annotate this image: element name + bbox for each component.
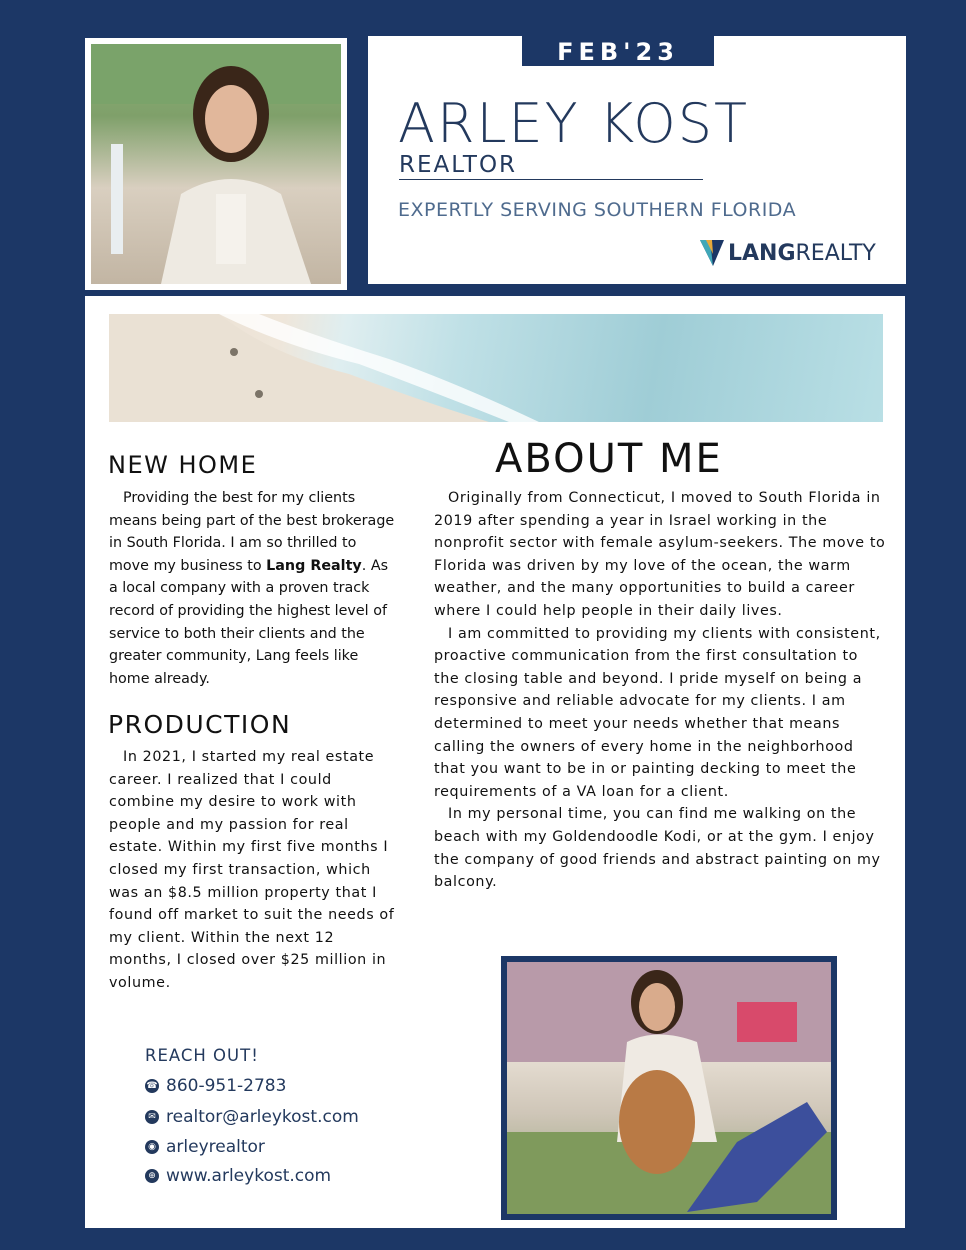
reach-out-heading: REACH OUT!	[145, 1046, 259, 1065]
portrait-photo-frame	[85, 38, 347, 290]
instagram-icon: ◉	[145, 1140, 159, 1154]
globe-icon: ⊕	[145, 1169, 159, 1183]
logo-text-bold: LANG	[728, 240, 796, 266]
agent-name: ARLEY KOST	[398, 92, 750, 155]
production-heading: PRODUCTION	[108, 710, 292, 739]
issue-date: FEB'23	[522, 36, 714, 66]
about-me-heading: ABOUT ME	[495, 436, 723, 482]
contact-phone[interactable]: ☎ 860-951-2783	[146, 1076, 287, 1096]
contact-website[interactable]: ⊕ www.arleykost.com	[145, 1166, 331, 1186]
about-paragraph: I am committed to providing my clients with consistent, proactive communication from the first consultation to the closing table and beyond. I pride myself on being a responsive and reliable advocate for my clients. I am determined to meet your needs whether that means calling the owners of every home in the neighborhood that you want to be in or painting decking to meet the requirements of a VA loan for a client.	[434, 625, 881, 800]
agent-with-dog-photo	[507, 962, 831, 1214]
tagline: EXPERTLY SERVING SOUTHERN FLORIDA	[398, 199, 797, 221]
lang-realty-mark-icon	[700, 240, 724, 266]
about-paragraph: Originally from Connecticut, I moved to South Florida in 2019 after spending a year in Israel working in the nonprofit sector with female asylum-seekers. The move to Florida was driven by my love of the ocean, the warm weather, and the many opportunities to build a career where I could help people in their daily lives.	[434, 490, 886, 619]
logo-text-light: REALTY	[795, 240, 876, 266]
title-divider	[399, 179, 703, 180]
lang-realty-logo	[700, 240, 876, 266]
phone-icon: ☎	[146, 1081, 158, 1091]
production-text: In 2021, I started my real estate career. I realized that I could combine my desire to work with people and my passion for real estate. Within my first five months I closed my first transaction, which was an $8.5 million property that I found off market to suit the needs of my client. Within the next 12 months, I closed over $25 million in volume.	[109, 749, 395, 991]
beach-banner-photo	[109, 314, 883, 422]
email-icon: ✉	[145, 1110, 159, 1124]
contact-email[interactable]: ✉ realtor@arleykost.com	[145, 1107, 359, 1127]
lang-realty-bold: Lang Realty	[266, 557, 362, 574]
new-home-text: Providing the best for my clients means being part of the best brokerage in South Florida. I am so thrilled to move my business to Lang Realty. As a local company with a proven track record of providing the highest level of service to both their clients and the greater community, Lang feels like home already.	[109, 490, 395, 687]
portrait-photo	[91, 44, 341, 284]
new-home-heading: NEW HOME	[108, 451, 258, 479]
about-me-text	[434, 487, 886, 894]
agent-role: REALTOR	[399, 152, 518, 178]
about-paragraph: In my personal time, you can find me walking on the beach with my Goldendoodle Kodi, or at the gym. I enjoy the company of good friends and abstract painting on my balcony.	[434, 806, 881, 891]
dog-photo-frame	[501, 956, 837, 1220]
contact-instagram[interactable]: ◉ arleyrealtor	[145, 1137, 265, 1157]
